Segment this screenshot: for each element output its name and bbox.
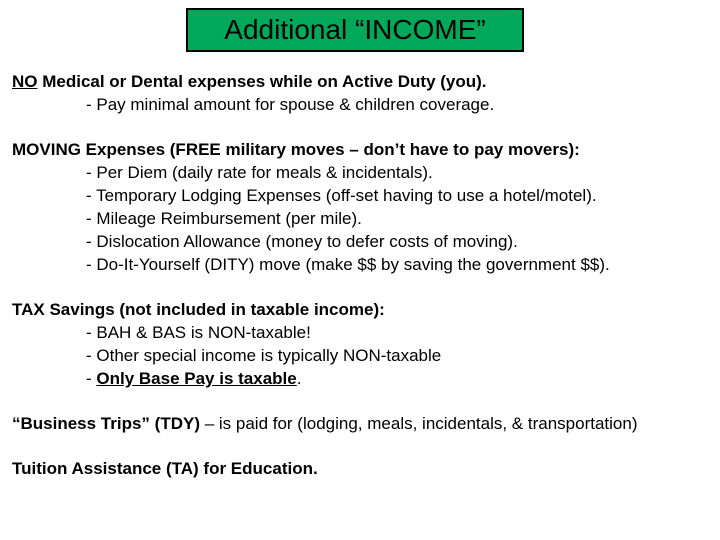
business-lead-rest: – is paid for (lodging, meals, incidentals, & transportation) bbox=[199, 414, 638, 433]
tax-item-base-pay-prefix: - bbox=[86, 369, 97, 388]
slide-title-box bbox=[186, 8, 524, 52]
tax-item-base-pay-suffix: . bbox=[296, 369, 302, 388]
moving-item-lodging: - Temporary Lodging Expenses (off-set having to use a hotel/motel). bbox=[86, 186, 597, 205]
moving-item-mileage: - Mileage Reimbursement (per mile). bbox=[86, 209, 362, 228]
business-lead-bold: “Business Trips” (TDY) bbox=[12, 414, 200, 433]
tax-lead: TAX Savings (not included in taxable income): bbox=[12, 300, 385, 319]
medical-item: - Pay minimal amount for spouse & children coverage. bbox=[86, 95, 495, 114]
moving-lead: MOVING Expenses (FREE military moves – don’t have to pay movers): bbox=[12, 140, 580, 159]
moving-item-per-diem: - Per Diem (daily rate for meals & incidentals). bbox=[86, 163, 433, 182]
tax-item-base-pay-emphasis: Only Base Pay is taxable bbox=[96, 369, 297, 388]
moving-item-dity: - Do-It-Yourself (DITY) move (make $$ by saving the government $$). bbox=[86, 255, 610, 274]
tax-item-base-pay bbox=[86, 367, 712, 390]
tax-item-special-income: - Other special income is typically NON-taxable bbox=[86, 346, 442, 365]
tuition-section bbox=[12, 457, 712, 480]
tuition-lead: Tuition Assistance (TA) for Education. bbox=[12, 459, 318, 478]
business-section bbox=[12, 412, 712, 435]
moving-section bbox=[12, 138, 712, 276]
medical-section bbox=[12, 70, 712, 116]
medical-lead-rest: Medical or Dental expenses while on Active Duty (you). bbox=[37, 72, 487, 91]
medical-lead-prefix: NO bbox=[12, 72, 38, 91]
tax-section bbox=[12, 298, 712, 390]
slide-content bbox=[12, 70, 712, 502]
tax-item-bah-bas: - BAH & BAS is NON-taxable! bbox=[86, 323, 311, 342]
business-lead bbox=[12, 412, 712, 435]
medical-lead bbox=[12, 70, 712, 93]
moving-item-dislocation: - Dislocation Allowance (money to defer costs of moving). bbox=[86, 232, 518, 251]
slide-title: Additional “INCOME” bbox=[224, 14, 486, 45]
